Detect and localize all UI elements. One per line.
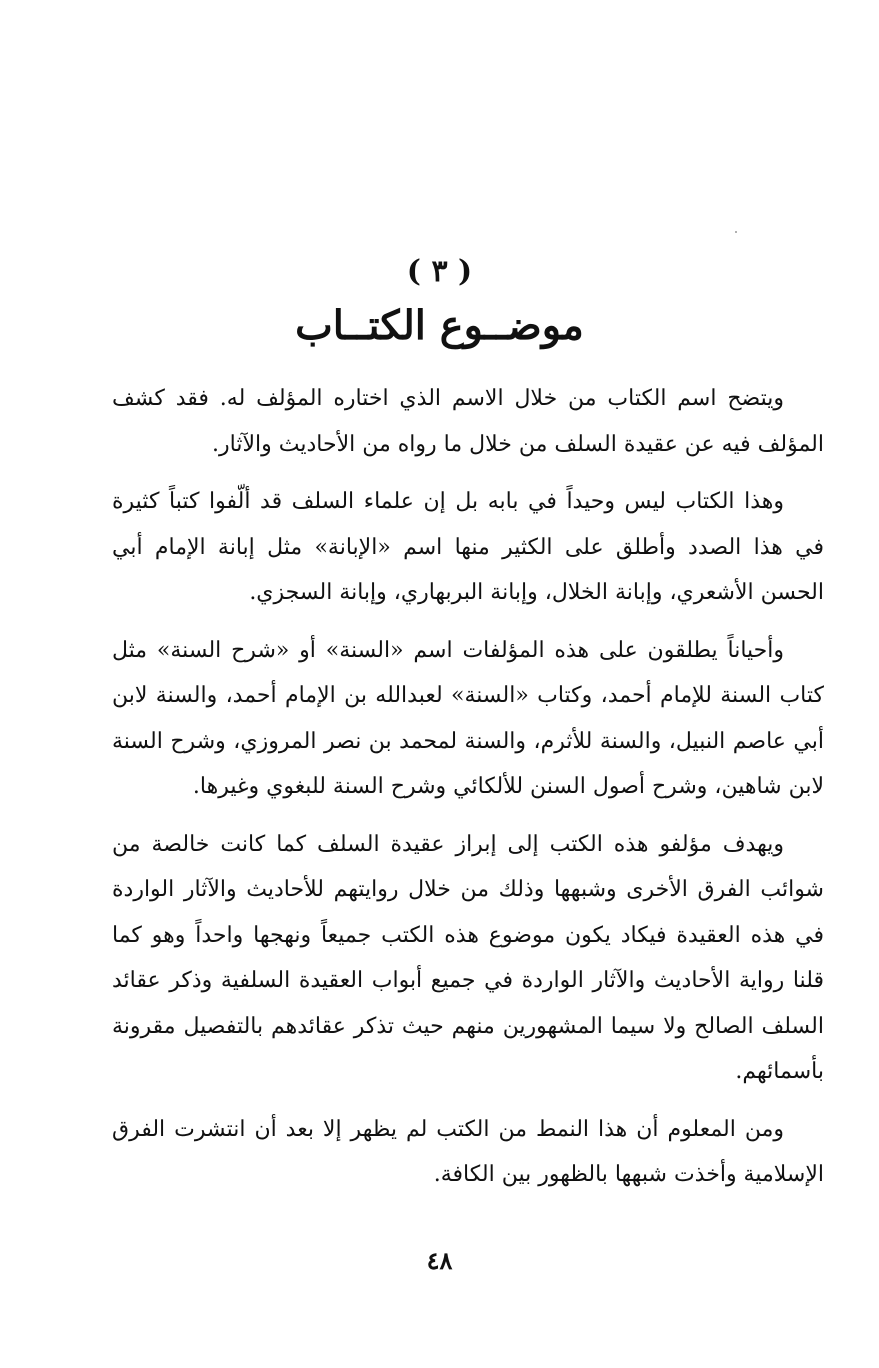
section-title: موضــوع الكتــاب <box>295 302 584 349</box>
body-text <box>112 376 824 1210</box>
scan-speck <box>735 231 737 233</box>
section-number: ( ٣ ) <box>406 254 473 289</box>
paragraph: ومن المعلوم أن هذا النمط من الكتب لم يظهر إلا بعد أن انتشرت الفرق الإسلامية وأخذت شبهها بالظهور بين الكافة. <box>112 1116 824 1187</box>
paragraph: ويهدف مؤلفو هذه الكتب إلى إبراز عقيدة السلف كما كانت خالصة من شوائب الفرق الأخرى وشبهها وذلك من خلال روايتهم للأحاديث والآثار الواردة في هذه العقيدة فيكاد يكون موضوع هذه الكتب جميعاً ونهجها واحداً وهو كما قلنا رواية الأحاديث والآثار الواردة في جميع أبواب العقيدة السلفية وذكر عقائد السلف الصالح ولا سيما المشهورين منهم حيث تذكر عقائدهم بالتفصيل مقرونة بأسمائهم. <box>112 831 824 1084</box>
paragraph: وهذا الكتاب ليس وحيداً في بابه بل إن علماء السلف قد ألّفوا كتباً كثيرة في هذا الصدد وأطلق على الكثير منها اسم «الإبانة» مثل إبانة الإمام أبي الحسن الأشعري، وإبانة الخلال، وإبانة البربهاري، وإبانة السجزي. <box>112 489 824 605</box>
paragraph: ويتضح اسم الكتاب من خلال الاسم الذي اختاره المؤلف له. فقد كشف المؤلف فيه عن عقيدة السلف من خلال ما رواه من الأحاديث والآثار. <box>112 386 824 457</box>
paragraph: وأحياناً يطلقون على هذه المؤلفات اسم «السنة» أو «شرح السنة» مثل كتاب السنة للإمام أحمد، وكتاب «السنة» لعبدالله بن الإمام أحمد، والسنة لابن أبي عاصم النبيل، والسنة للأثرم، والسنة لمحمد بن نصر المروزي، وشرح السنة لابن شاهين، وشرح أصول السنن للألكائي وشرح السنة للبغوي وغيرها. <box>112 637 824 799</box>
page-number: ٤٨ <box>426 1246 453 1275</box>
